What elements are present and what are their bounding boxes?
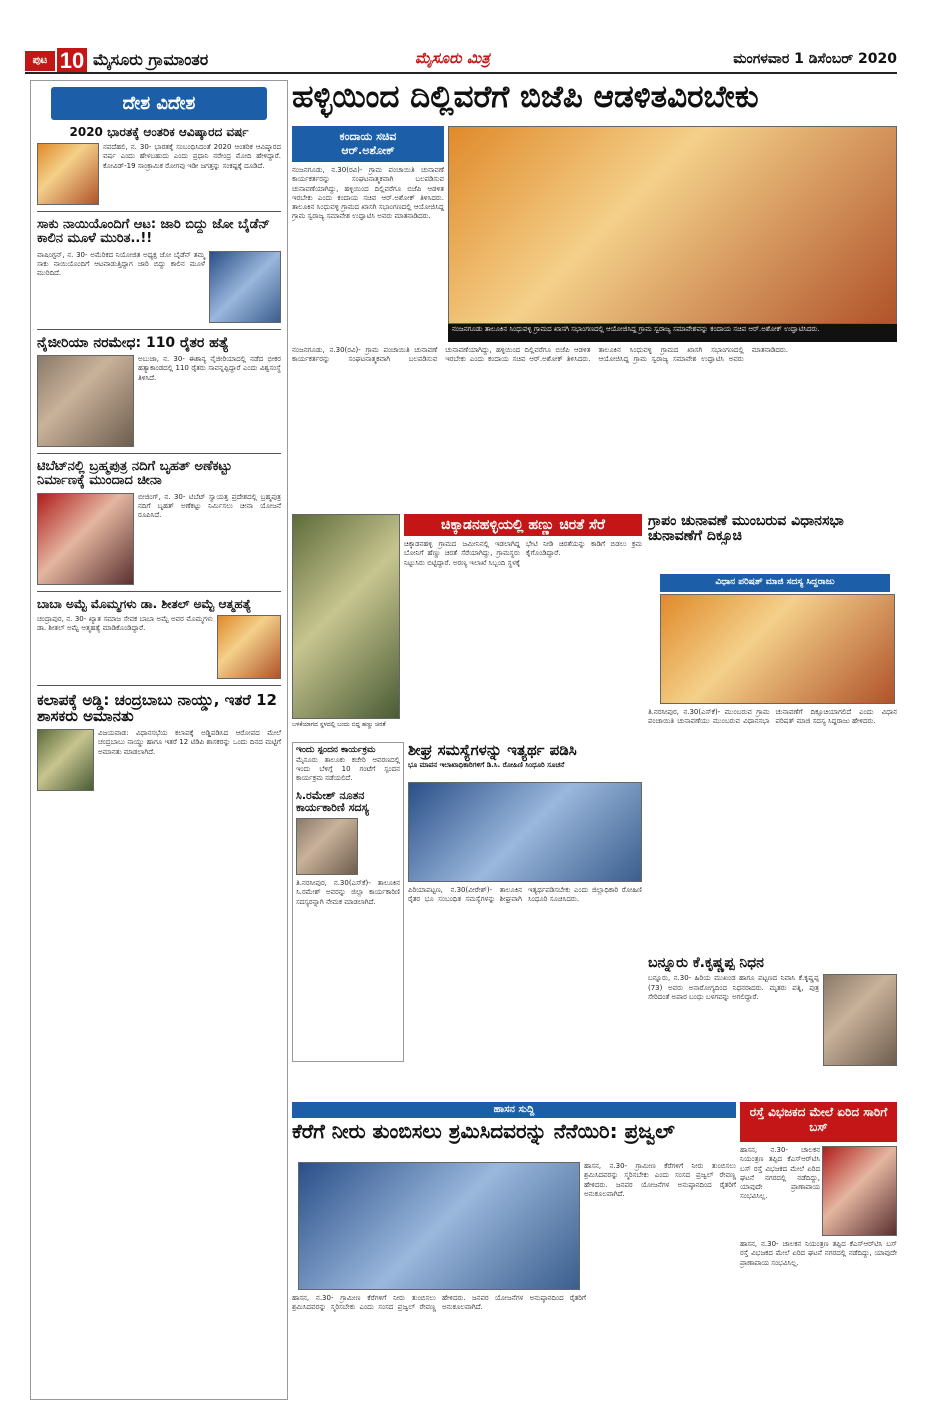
tag-line: ಕಂದಾಯ ಸಚಿವ bbox=[339, 130, 397, 143]
lead-headline: ಹಳ್ಳಿಯಿಂದ ದಿಲ್ಲಿವರೆಗೆ ಬಿಜೆಪಿ ಆಡಳಿತವಿರಬೇಕು bbox=[292, 80, 759, 115]
story-body: ವಿಜಯವಾಡ: ವಿಧಾನಸಭೆಯ ಕಲಾಪಕ್ಕೆ ಅಡ್ಡಿಪಡಿಸಿದ ಆರೋಪದ ಮೇಲೆ ಚಂದ್ರಬಾಬು ನಾಯ್ಡು ಹಾಗೂ ಇತರೆ 12 ಟಿಡಿಪಿ ಶಾಸಕರನ್ನು ಒಂದು ದಿನದ ಮಟ್ಟಿಗೆ ಅಮಾನತು ಮಾಡಲಾಗಿದೆ. bbox=[98, 728, 281, 756]
story-headline: ಬಾಬಾ ಅಮ್ಟೆ ಮೊಮ್ಮಗಳು ಡಾ. ಶೀತಲ್ ಅಮ್ಟೆ ಆತ್ಮಹತ್ಯೆ bbox=[37, 596, 252, 611]
hassan-section: ಹಾಸನ ಸುದ್ದಿ bbox=[292, 1102, 736, 1118]
story-headline: ಕಲಾಪಕ್ಕೆ ಅಡ್ಡಿ: ಚಂದ್ರಬಾಬು ನಾಯ್ಡು, ಇತರೆ 12 ಶಾಸಕರು ಅಮಾನತು bbox=[37, 690, 277, 726]
section-banner: ದೇಶ ವಿದೇಶ bbox=[51, 87, 267, 120]
lead-photo bbox=[448, 126, 897, 324]
page-label: ಪುಟ bbox=[25, 51, 55, 71]
bus-body-cont: ಹಾಸನ, ನ.30- ಚಾಲಕನ ನಿಯಂತ್ರಣ ತಪ್ಪಿದ ಕೆಎಸ್‌ಆರ್‌ಟಿಸಿ ಬಸ್ ರಸ್ತೆ ವಿಭಜಕದ ಮೇಲೆ ಏರಿದ ಘಟನೆ ನಗರದಲ್ಲಿ ನಡೆದಿದ್ದು, ಯಾವುದೇ ಪ್ರಾಣಾಪಾಯ ಸಂಭವಿಸಿಲ್ಲ. bbox=[740, 1240, 897, 1267]
obituary-box bbox=[648, 956, 897, 1096]
lead-text-col bbox=[292, 126, 444, 336]
election-headline: ಗ್ರಾಪಂ ಚುನಾವಣೆ ಮುಂಬರುವ ವಿಧಾನಸಭಾ ಚುನಾವಣೆಗೆ ದಿಕ್ಸೂಚಿ bbox=[648, 514, 844, 545]
issues-body: ಪಿರಿಯಾಪಟ್ಟಣ, ನ.30(ವೀರೇಶ್)- ತಾಲೂಕಿನ ರೈತರ ಭೂ ಸಂಬಂಧಿತ ಸಮಸ್ಯೆಗಳನ್ನು ಶೀಘ್ರವಾಗಿ ಇತ್ಯರ್ಥಪಡಿಸಬೇಕು ಎಂದು ಜಿಲ್ಲಾಧಿಕಾರಿ ರೋಹಿಣಿ ಸಿಂಧೂರಿ ಸೂಚಿಸಿದರು. bbox=[408, 886, 642, 904]
programs-title: ಇಂದು ಸ್ಪಂದನ ಕಾರ್ಯಕ್ರಮ bbox=[296, 745, 376, 755]
hassan-headline: ಕೆರೆಗೆ ನೀರು ತುಂಬಿಸಲು ಶ್ರಮಿಸಿದವರನ್ನು ನೆನೆಯಿರಿ: ಪ್ರಜ್ವಲ್ bbox=[292, 1120, 675, 1143]
issues-headline: ಶೀಘ್ರ ಸಮಸ್ಯೆಗಳನ್ನು ಇತ್ಯರ್ಥ ಪಡಿಸಿ bbox=[408, 742, 577, 759]
story-headline: ನೈಜೀರಿಯಾ ನರಮೇಧ: 110 ರೈತರ ಹತ್ಯೆ bbox=[37, 334, 229, 351]
hassan-photo bbox=[298, 1162, 580, 1290]
obituary-headline: ಬನ್ನೂರು ಕೆ.ಕೃಷ್ಣಪ್ಪ ನಿಧನ bbox=[648, 956, 764, 971]
masthead: ಮೈಸೂರು ಮಿತ್ರ bbox=[415, 49, 490, 67]
biden-photo bbox=[209, 251, 281, 323]
modi-photo bbox=[37, 143, 99, 205]
leopard-caption: ಬಳಕೆಯಾಗದ ಸ್ಥಳದಲ್ಲಿ ಬಂದು ಬಿದ್ದ ಹಣ್ಣು ಚಿರತೆ bbox=[292, 721, 386, 728]
story-body: ಅಬುಜಾ, ನ. 30- ಈಶಾನ್ಯ ನೈಜೀರಿಯಾದಲ್ಲಿ ನಡೆದ ಭೀಕರ ಹತ್ಯಾಕಾಂಡದಲ್ಲಿ 110 ರೈತರು ಸಾವನ್ನಪ್ಪಿದ್ದಾರೆ ಎಂದು ವಿಶ್ವಸಂಸ್ಥೆ ತಿಳಿಸಿದೆ. bbox=[138, 355, 281, 382]
story-body: ವಾಷಿಂಗ್ಟನ್, ನ. 30- ಅಮೆರಿಕದ ನಿಯೋಜಿತ ಅಧ್ಯಕ್ಷ ಜೋ ಬೈಡೆನ್ ತಮ್ಮ ಸಾಕು ನಾಯಿಯೊಂದಿಗೆ ಆಟವಾಡುತ್ತಿದ್ದಾಗ ಜಾರಿ ಬಿದ್ದು ಕಾಲಿನ ಮೂಳೆ ಮುರಿದಿದೆ. bbox=[37, 250, 205, 278]
lead-caption: ನಂಜನಗೂಡು ತಾಲೂಕಿನ ಸಿಂಧುವಳ್ಳಿ ಗ್ರಾಮದ ಖಾಸಗಿ ಸಭಾಂಗಣದಲ್ಲಿ ಆಯೋಜಿಸಿದ್ದ ಗ್ರಾಮ ಸ್ವರಾಜ್ಯ ಸಮಾವೇಶವನ್ನು ಕಂದಾಯ ಸಚಿವ ಆರ್.ಅಶೋಕ್ ಉದ್ಘಾಟಿಸಿದರು. bbox=[448, 324, 897, 342]
story-headline: ಟಿಬೆಟ್‌ನಲ್ಲಿ ಬ್ರಹ್ಮಪುತ್ರ ನದಿಗೆ ಬೃಹತ್ ಅಣೆಕಟ್ಟು ನಿರ್ಮಾಣಕ್ಕೆ ಮುಂದಾದ ಚೀನಾ bbox=[37, 459, 232, 489]
krishnappa-photo bbox=[823, 974, 897, 1066]
issues-subline: ಭೂ ಮಾಪನ ಇಲಾಖಾಧಿಕಾರಿಗಳಿಗೆ ಡಿ.ಸಿ. ರೋಹಿಣಿ ಸಿಂಧೂರಿ ಸೂಚನೆ bbox=[408, 760, 565, 769]
obituary-body: ಬನ್ನೂರು, ನ.30- ಹಿರಿಯ ಮುಖಂಡ ಹಾಗೂ ಪಟ್ಟಣದ ನಿವಾಸಿ ಕೆ.ಕೃಷ್ಣಪ್ಪ (73) ಅವರು ಅನಾರೋಗ್ಯದಿಂದ ನಿಧನರಾದರು. ಮೃತರು ಪತ್ನಿ, ಪುತ್ರ ಸೇರಿದಂತೆ ಅಪಾರ ಬಂಧು ಬಳಗವನ್ನು ಅಗಲಿದ್ದಾರೆ. bbox=[648, 974, 819, 1001]
programs-body: ಮೈಸೂರು ತಾಲೂಕು ಕಚೇರಿ ಆವರಣದಲ್ಲಿ ಇಂದು ಬೆಳಿಗ್ಗೆ 10 ಗಂಟೆಗೆ ಸ್ಪಂದನ ಕಾರ್ಯಕ್ರಮ ನಡೆಯಲಿದೆ. bbox=[296, 755, 400, 783]
election-head bbox=[648, 514, 897, 574]
story-body: ಬೀಜಿಂಗ್, ನ. 30- ಟಿಬೆಟ್ ಸ್ವಾಯತ್ತ ಪ್ರದೇಶದಲ್ಲಿ ಬ್ರಹ್ಮಪುತ್ರ ನದಿಗೆ ಬೃಹತ್ ಅಣೆಕಟ್ಟು ನಿರ್ಮಿಸಲು ಚೀನಾ ಯೋಜನೆ ರೂಪಿಸಿದೆ. bbox=[138, 492, 281, 520]
story-body: ಚಂದ್ರಾಪುರ, ನ. 30- ಖ್ಯಾತ ಸಮಾಜ ಸೇವಕ ಬಾಬಾ ಅಮ್ಟೆ ಅವರ ಮೊಮ್ಮಗಳು ಡಾ. ಶೀತಲ್ ಅಮ್ಟೆ ಆತ್ಮಹತ್ಯೆ ಮಾಡಿಕೊಂಡಿದ್ದಾರೆ. bbox=[37, 614, 213, 633]
page-number: 10 bbox=[57, 48, 87, 74]
programs-box bbox=[292, 742, 404, 1062]
election-photo bbox=[660, 594, 895, 704]
china-flag-photo bbox=[37, 493, 134, 585]
ramesh-photo bbox=[296, 818, 358, 875]
lead-continuation: ನಂಜನಗೂಡು, ನ.30(ರವಿ)- ಗ್ರಾಮ ಪಂಚಾಯಿತಿ ಚುನಾವಣೆ ಕಾರ್ಯಕರ್ತರನ್ನು ಸಂಘಟನಾತ್ಮಕವಾಗಿ ಬಲಪಡಿಸುವ ಚುನಾವಣೆಯಾಗಿದ್ದು, ಹಳ್ಳಿಯಿಂದ ದಿಲ್ಲಿವರೆಗೂ ಬಿಜೆಪಿ ಆಡಳಿತ ಇರಬೇಕು ಎಂದು ಕಂದಾಯ ಸಚಿವ ಆರ್.ಅಶೋಕ್ ತಿಳಿಸಿದರು. ತಾಲೂಕಿನ ಸಿಂಧುವಳ್ಳಿ ಗ್ರಾಮದ ಖಾಸಗಿ ಸಭಾಂಗಣದಲ್ಲಿ ಆಯೋಜಿಸಿದ್ದ ಗ್ರಾಮ ಸ್ವರಾಜ್ಯ ಸಮಾವೇಶ ಉದ್ಘಾಟಿಸಿ ಅವರು ಮಾತನಾಡಿದರು. bbox=[292, 346, 789, 364]
lead-headline-box bbox=[292, 80, 897, 124]
lead-body: ನಂಜನಗೂಡು, ನ.30(ರವಿ)- ಗ್ರಾಮ ಪಂಚಾಯಿತಿ ಚುನಾವಣೆ ಕಾರ್ಯಕರ್ತರನ್ನು ಸಂಘಟನಾತ್ಮಕವಾಗಿ ಬಲಪಡಿಸುವ ಚುನಾವಣೆಯಾಗಿದ್ದು, ಹಳ್ಳಿಯಿಂದ ದಿಲ್ಲಿವರೆಗೂ ಬಿಜೆಪಿ ಆಡಳಿತ ಇರಬೇಕು ಎಂದು ಕಂದಾಯ ಸಚಿವ ಆರ್.ಅಶೋಕ್ ತಿಳಿಸಿದರು. ತಾಲೂಕಿನ ಸಿಂಧುವಳ್ಳಿ ಗ್ರಾಮದ ಖಾಸಗಿ ಸಭಾಂಗಣದಲ್ಲಿ ಆಯೋಜಿಸಿದ್ದ ಗ್ರಾಮ ಸ್ವರಾಜ್ಯ ಸಮಾವೇಶ ಉದ್ಘಾಟಿಸಿ ಅವರು ಮಾತನಾಡಿದರು. bbox=[292, 166, 444, 221]
leopard-photo bbox=[292, 514, 400, 719]
hassan-body: ಹಾಸನ, ನ.30- ಗ್ರಾಮೀಣ ಕೆರೆಗಳಿಗೆ ನೀರು ತುಂಬಿಸಲು ಶ್ರಮಿಸಿದವರನ್ನು ಸ್ಮರಿಸಬೇಕು ಎಂದು ಸಂಸದ ಪ್ರಜ್ವಲ್ ರೇವಣ್ಣ ಹೇಳಿದರು. ಜನಪರ ಯೋಜನೆಗಳ ಅನುಷ್ಠಾನದಿಂದ ರೈತರಿಗೆ ಅನುಕೂಲವಾಗಿದೆ. bbox=[292, 1294, 586, 1312]
election-tag: ವಿಧಾನ ಪರಿಷತ್ ಮಾಜಿ ಸದಸ್ಯ ಸಿದ್ದರಾಜು bbox=[660, 574, 890, 592]
election-body: ತಿ.ನರಸೀಪುರ, ನ.30(ಎಸ್‌ಕೆ)- ಮುಂಬರುವ ಗ್ರಾಮ ಪಂಚಾಯಿತಿ ಚುನಾವಣೆಯು ಮುಂಬರುವ ವಿಧಾನಸಭಾ ಚುನಾವಣೆಗೆ ದಿಕ್ಸೂಚಿಯಾಗಲಿದೆ ಎಂದು ವಿಧಾನ ಪರಿಷತ್ ಮಾಜಿ ಸದಸ್ಯ ಸಿದ್ದರಾಜು ಹೇಳಿದರು. bbox=[648, 708, 897, 726]
nigeria-photo bbox=[37, 355, 134, 447]
bus-photo bbox=[822, 1146, 897, 1236]
issues-photo bbox=[408, 782, 642, 882]
naidu-photo bbox=[37, 729, 94, 791]
programs-sub-headline: ಸಿ.ರಮೇಶ್ ನೂತನ ಕಾರ್ಯಕಾರಿಣಿ ಸದಸ್ಯ bbox=[296, 788, 369, 814]
leopard-headline: ಚಿಕ್ಕಾಡನಹಳ್ಳಿಯಲ್ಲಿ ಹಣ್ಣು ಚಿರತೆ ಸೆರೆ bbox=[404, 514, 642, 536]
bus-body: ಹಾಸನ, ನ.30- ಚಾಲಕನ ನಿಯಂತ್ರಣ ತಪ್ಪಿದ ಕೆಎಸ್‌ಆರ್‌ಟಿಸಿ ಬಸ್ ರಸ್ತೆ ವಿಭಜಕದ ಮೇಲೆ ಏರಿದ ಘಟನೆ ನಗರದಲ್ಲಿ ನಡೆದಿದ್ದು, ಯಾವುದೇ ಪ್ರಾಣಾಪಾಯ ಸಂಭವಿಸಿಲ್ಲ. bbox=[740, 1146, 820, 1201]
tag-line: ಆರ್.ಅಶೋಕ್ bbox=[341, 144, 395, 157]
story-body: ನವದೆಹಲಿ, ನ. 30- ಭಾರತಕ್ಕೆ ಸಂಬಂಧಿಸಿದಂತೆ 2020 ಆಂತರಿಕ ಆವಿಷ್ಕಾರದ ವರ್ಷ ಎಂದು ಹೇಳಬಹುದು ಎಂದು ಪ್ರಧಾನಿ ನರೇಂದ್ರ ಮೋದಿ ಹೇಳಿದ್ದಾರೆ. ಕೋವಿಡ್-19 ಸಾಂಕ್ರಾಮಿಕ ರೋಗವು ಇಡೀ ಜಗತ್ತನ್ನು ಸಂಕಷ್ಟಕ್ಕೆ ದೂಡಿದೆ. bbox=[103, 143, 281, 170]
story-headline: ಸಾಕು ನಾಯಿಯೊಂದಿಗೆ ಆಟ: ಜಾರಿ ಬಿದ್ದು ಜೋ ಬೈಡೆನ್ ಕಾಲಿನ ಮೂಳೆ ಮುರಿತ..!! bbox=[37, 217, 270, 247]
bus-headline: ರಸ್ತೆ ವಿಭಜಕದ ಮೇಲೆ ಏರಿದ ಸಾರಿಗೆ ಬಸ್ bbox=[740, 1102, 897, 1142]
issues-head bbox=[408, 742, 642, 780]
hassan-side-body: ಹಾಸನ, ನ.30- ಗ್ರಾಮೀಣ ಕೆರೆಗಳಿಗೆ ನೀರು ತುಂಬಿಸಲು ಶ್ರಮಿಸಿದವರನ್ನು ಸ್ಮರಿಸಬೇಕು ಎಂದು ಸಂಸದ ಪ್ರಜ್ವಲ್ ರೇವಣ್ಣ ಹೇಳಿದರು. ಜನಪರ ಯೋಜನೆಗಳ ಅನುಷ್ಠಾನದಿಂದ ರೈತರಿಗೆ ಅನುಕೂಲವಾಗಿದೆ. bbox=[584, 1162, 736, 1198]
page-header bbox=[25, 48, 897, 74]
sheetal-amte-photo bbox=[217, 615, 281, 679]
programs-sub-body: ತಿ.ನರಸೀಪುರ, ನ.30(ಎಸ್‌ಕೆ)- ತಾಲೂಕಿನ ಸಿ.ರಮೇಶ್ ಅವರನ್ನು ಜಿಲ್ಲಾ ಕಾರ್ಯಕಾರಿಣಿ ಸದಸ್ಯರನ್ನಾಗಿ ನೇಮಕ ಮಾಡಲಾಗಿದೆ. bbox=[296, 878, 400, 906]
left-column bbox=[30, 80, 288, 1400]
lead-tag bbox=[292, 126, 444, 162]
section-title: ಮೈಸೂರು ಗ್ರಾಮಾಂತರ bbox=[93, 50, 209, 69]
leopard-body: ಚಿಕ್ಕಾಡನಹಳ್ಳಿ ಗ್ರಾಮದ ಜಮೀನಿನಲ್ಲಿ ಇಡಲಾಗಿದ್ದ ಬೋನಿಗೆ ಹೆಣ್ಣು ಚಿರತೆ ಸೆರೆಯಾಗಿದ್ದು, ಗ್ರಾಮಸ್ಥರು ನಿಟ್ಟುಸಿರು ಬಿಟ್ಟಿದ್ದಾರೆ. ಅರಣ್ಯ ಇಲಾಖೆ ಸಿಬ್ಬಂದಿ ಸ್ಥಳಕ್ಕೆ ಭೇಟಿ ನೀಡಿ ಚಿರತೆಯನ್ನು ಕಾಡಿಗೆ ಬಿಡಲು ಕ್ರಮ ಕೈಗೊಂಡಿದ್ದಾರೆ. bbox=[404, 540, 642, 567]
date: ಮಂಗಳವಾರ 1 ಡಿಸೆಂಬರ್ 2020 bbox=[733, 51, 897, 67]
story-headline: 2020 ಭಾರತಕ್ಕೆ ಆಂತರಿಕ ಆವಿಷ್ಕಾರದ ವರ್ಷ bbox=[69, 125, 249, 139]
